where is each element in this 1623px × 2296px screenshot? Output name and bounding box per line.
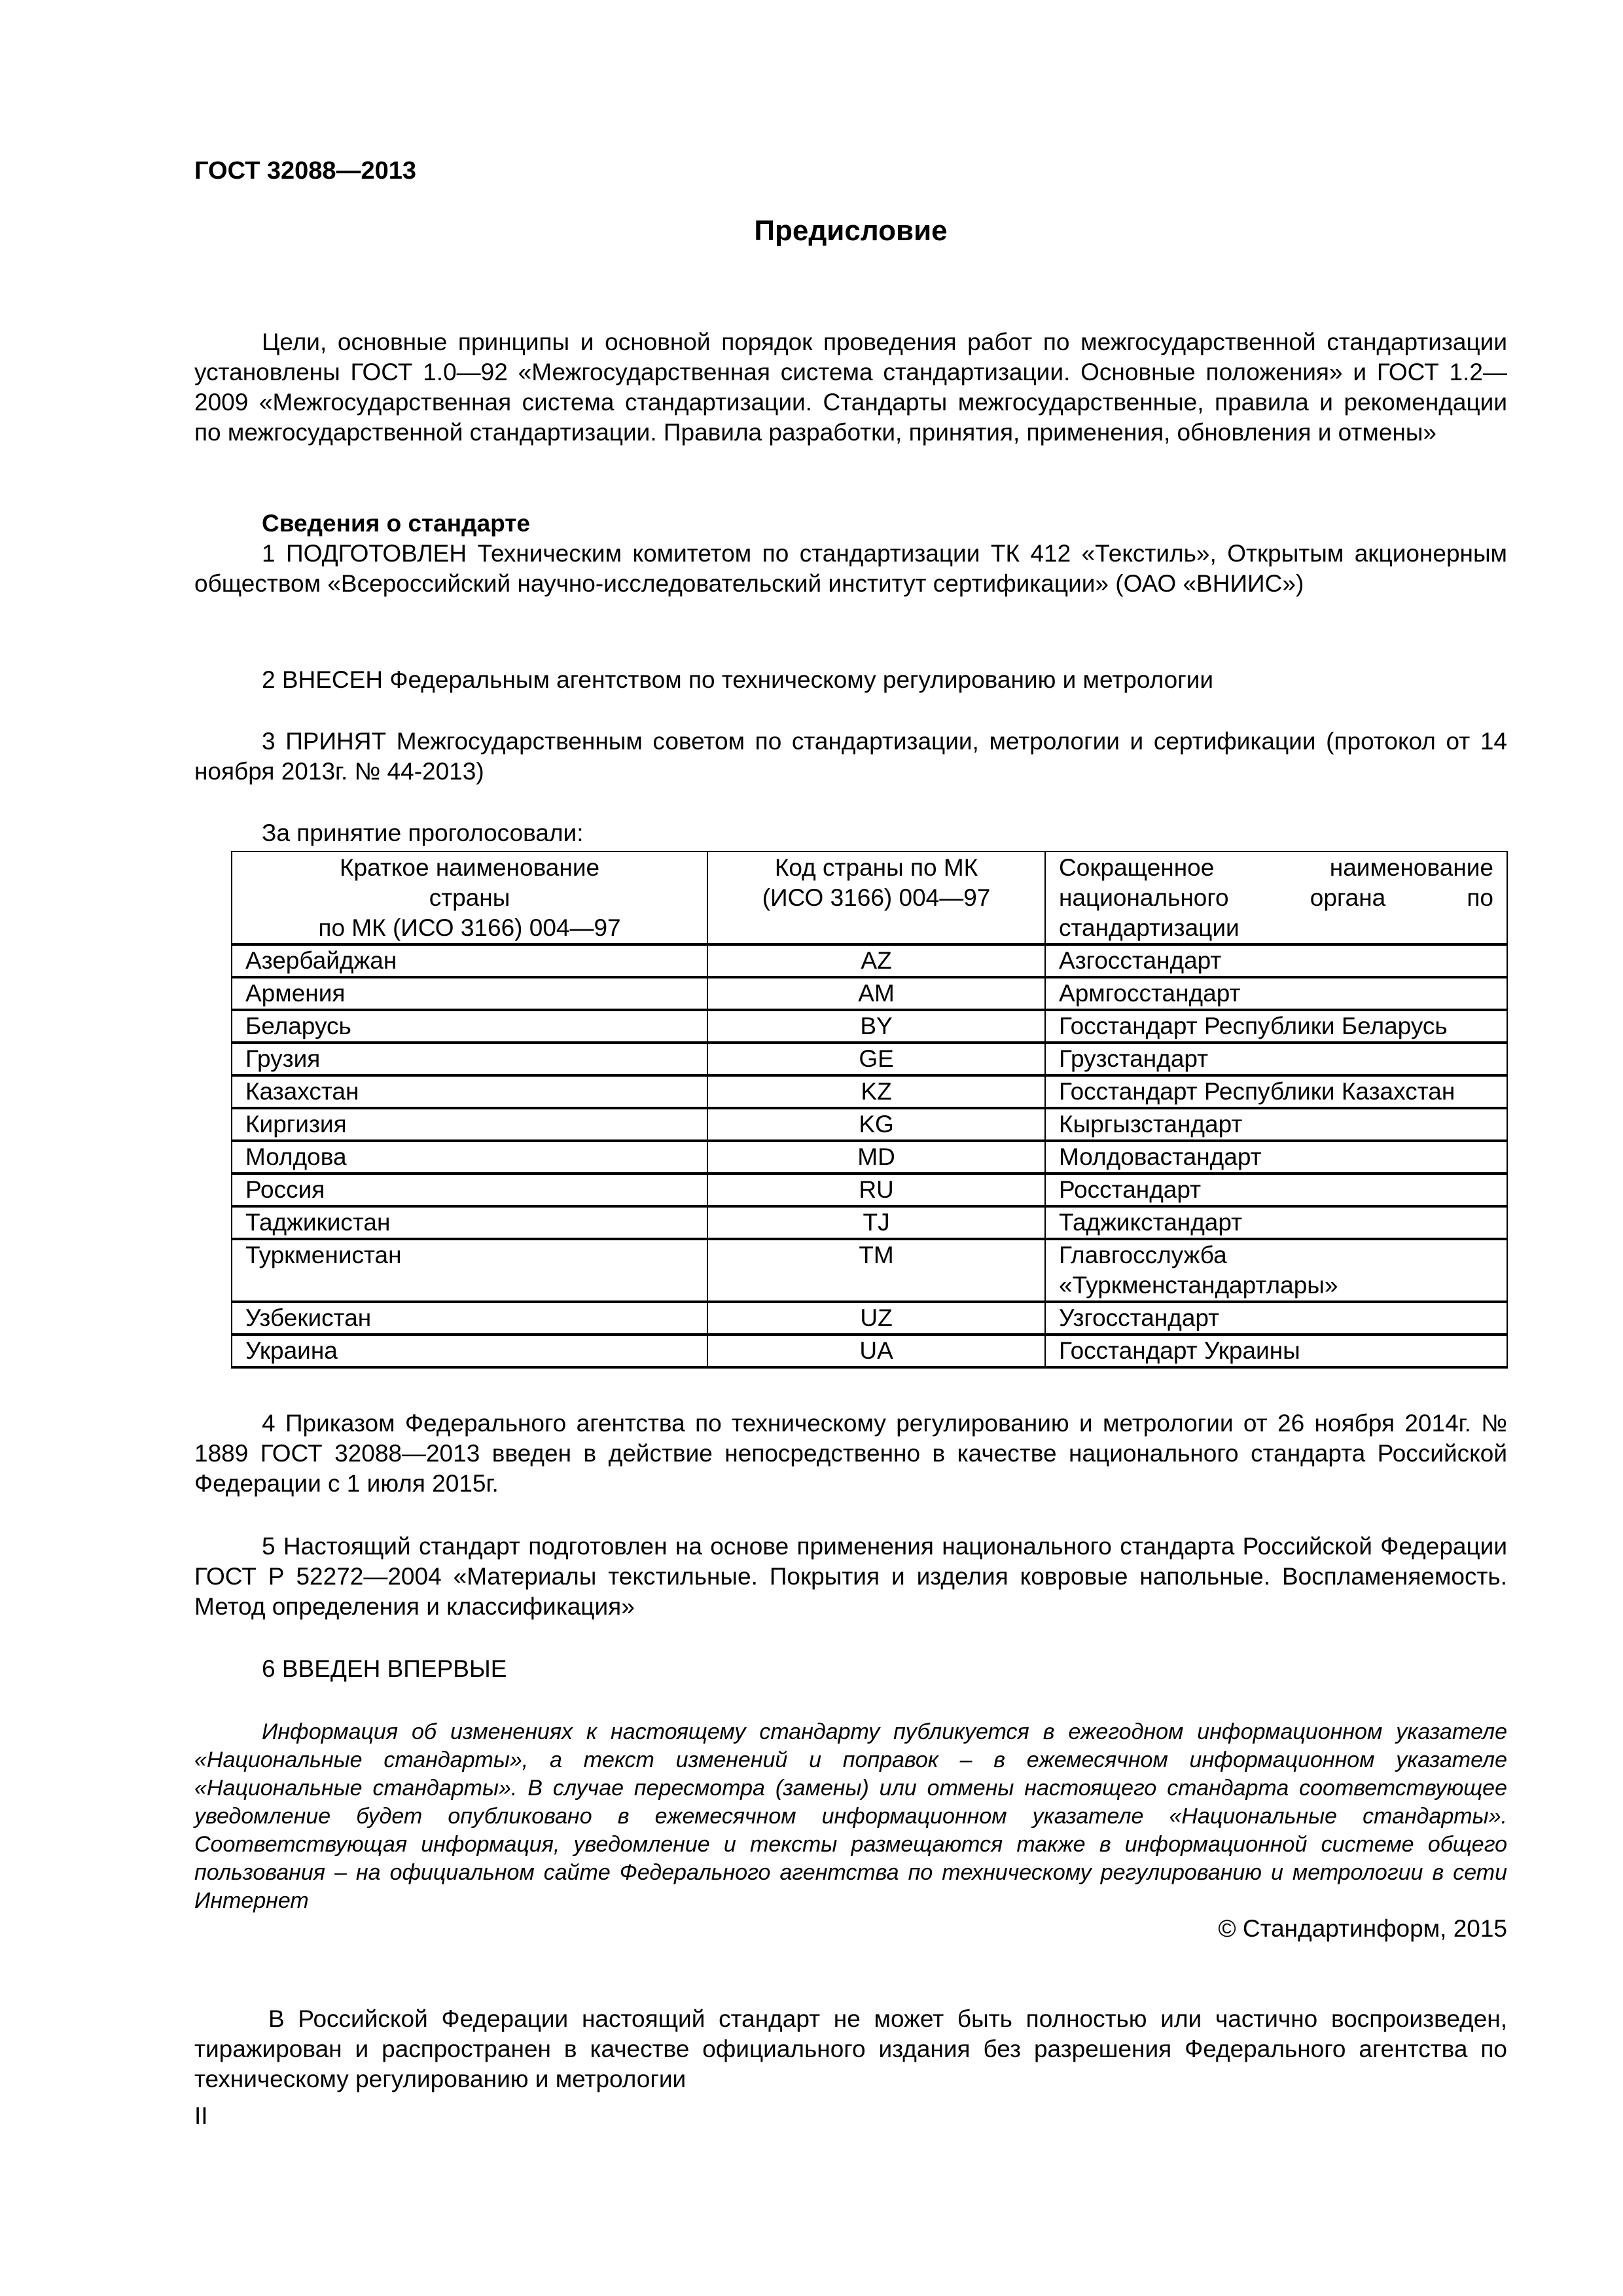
table-row: Грузия GE Грузстандарт bbox=[232, 1043, 1507, 1075]
info-item-4: 4 Приказом Федерального агентства по техническому регулированию и метрологии от 26 ноября 2014г. № 1889 ГОСТ 32088—2013 введен в действие непосредственно в качестве национального стандарта Российской Федерации с 1 июля 2015г. bbox=[194, 1410, 1507, 1497]
table-row: Таджикистан TJ Таджикстандарт bbox=[232, 1206, 1507, 1239]
copyright: © Стандартинформ, 2015 bbox=[1218, 1915, 1507, 1942]
table-row: Россия RU Росстандарт bbox=[232, 1174, 1507, 1206]
amendments-notice: Информация об изменениях к настоящему стандарту публикуется в ежегодном информационном указателе «Национальные стандарты», а текст изменений и поправок – в ежемесячном информационном указателе «Национальные стандарты». В случае пересмотра (замены) или отмены настоящего стандарта соответствующее уведомление будет опубликовано в ежемесячном информационном указателе «Национальные стандарты». Соответствующая информация, уведомление и тексты размещаются также в информационной системе общего пользования – на официальном сайте Федерального агентства по техническому регулированию и метрологии в сети Интернет bbox=[194, 1719, 1507, 1913]
table-row: Армения AM Армгосстандарт bbox=[232, 977, 1507, 1010]
table-row: Казахстан KZ Госстандарт Республики Казахстан bbox=[232, 1075, 1507, 1108]
page-title: Предисловие bbox=[754, 215, 948, 247]
header-body: Сокращенное наименование национального органа по стандартизации bbox=[1045, 852, 1507, 944]
document-code: ГОСТ 32088—2013 bbox=[194, 157, 417, 185]
votes-table bbox=[231, 851, 1508, 1369]
table-row: Беларусь BY Госстандарт Республики Беларусь bbox=[232, 1010, 1507, 1043]
header-country: Краткое наименование страны по МК (ИСО 3166) 004—97 bbox=[232, 852, 707, 944]
table-row: Туркменистан TM Главгосслужба «Туркменстандартлары» bbox=[232, 1239, 1507, 1302]
info-heading: Сведения о стандарте bbox=[262, 510, 530, 537]
info-item-5: 5 Настоящий стандарт подготовлен на основе применения национального стандарта Российской Федерации ГОСТ Р 52272—2004 «Материалы текстильные. Покрытия и изделия ковровые напольные. Воспламеняемость. Метод определения и классификация» bbox=[194, 1533, 1507, 1620]
info-item-6: 6 ВВЕДЕН ВПЕРВЫЕ bbox=[262, 1655, 507, 1682]
table-row: Украина UA Госстандарт Украины bbox=[232, 1335, 1507, 1367]
info-item-2: 2 ВНЕСЕН Федеральным агентством по техническому регулированию и метрологии bbox=[262, 666, 1214, 693]
table-row: Азербайджан AZ Азгосстандарт bbox=[232, 944, 1507, 977]
votes-label: За принятие проголосовали: bbox=[262, 819, 584, 846]
table-header-row bbox=[232, 852, 1507, 944]
header-code: Код страны по МК (ИСО 3166) 004—97 bbox=[707, 852, 1045, 944]
reproduction-restriction: В Российской Федерации настоящий стандарт не может быть полностью или частично воспроизведен, тиражирован и распространен в качестве официального издания без разрешения Федерального агентства по техническому регулированию и метрологии bbox=[194, 2005, 1507, 2092]
table-row: Узбекистан UZ Узгосстандарт bbox=[232, 1302, 1507, 1335]
info-item-3: 3 ПРИНЯТ Межгосударственным советом по стандартизации, метрологии и сертификации (протокол от 14 ноября 2013г. № 44-2013) bbox=[194, 728, 1507, 785]
info-item-1: 1 ПОДГОТОВЛЕН Техническим комитетом по стандартизации ТК 412 «Текстиль», Открытым акционерным обществом «Всероссийский научно-исследовательский институт сертификации» (ОАО «ВНИИС») bbox=[194, 540, 1507, 597]
table-row: Киргизия KG Кыргызстандарт bbox=[232, 1108, 1507, 1141]
table-row: Молдова MD Молдовастандарт bbox=[232, 1141, 1507, 1174]
intro-paragraph: Цели, основные принципы и основной порядок проведения работ по межгосударственной стандартизации установлены ГОСТ 1.0—92 «Межгосударственная система стандартизации. Основные положения» и ГОСТ 1.2—2009 «Межгосударственная система стандартизации. Стандарты межгосударственные, правила и рекомендации по межгосударственной стандартизации. Правила разработки, принятия, применения, обновления и отмены» bbox=[194, 329, 1507, 446]
page-number: II bbox=[194, 2102, 208, 2129]
